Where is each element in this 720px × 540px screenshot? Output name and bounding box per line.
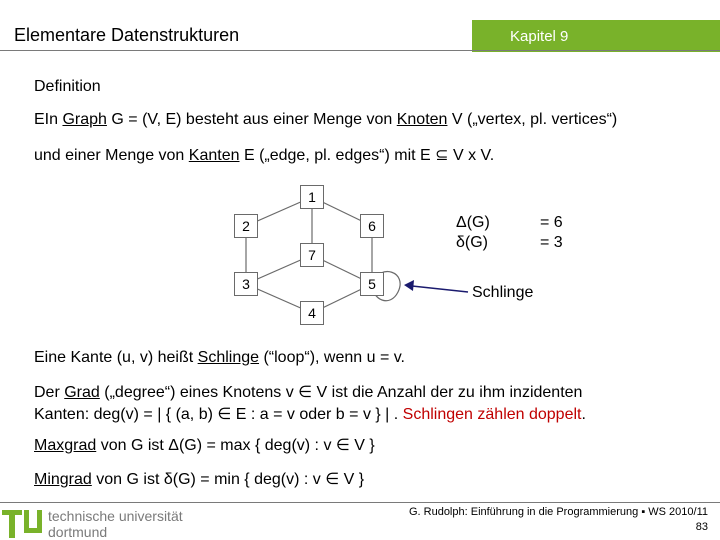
arrow-head — [404, 280, 414, 291]
min-degree-label: δ(G) — [456, 234, 489, 251]
text-run: Kanten: deg(v) = | { (a, b) ∈ E : a = v oder b = v } | . — [34, 406, 403, 423]
graph-node: 5 — [360, 272, 384, 296]
tu-dortmund-logo — [0, 504, 240, 540]
max-degree-label: Δ(G) — [456, 214, 490, 231]
text-run: G = (V, E) besteht aus einer Menge von — [106, 111, 397, 128]
graph-node: 1 — [300, 185, 324, 209]
text-run: Der — [34, 384, 65, 401]
mingrad-definition — [34, 469, 364, 489]
loops-count-twice-note: Schlingen zählen doppelt — [402, 406, 582, 423]
footer-divider — [0, 502, 720, 503]
degree-definition-line-2 — [34, 404, 586, 424]
page-number: 83 — [695, 521, 708, 533]
chapter-label: Kapitel 9 — [510, 27, 569, 45]
loop-label: Schlinge — [472, 284, 534, 301]
text-run: E („edge, pl. edges“) mit E ⊆ V x V. — [239, 147, 495, 164]
text-run: (“loop“), wenn u = v. — [259, 349, 405, 366]
maxgrad-definition — [34, 435, 375, 455]
term-mingrad: Mingrad — [34, 471, 92, 488]
text-run: V („vertex, pl. vertices“) — [447, 111, 618, 128]
text-run: von G ist δ(G) = min { deg(v) : v ∈ V } — [91, 471, 365, 488]
text-run: . — [581, 406, 586, 423]
course-credit: G. Rudolph: Einführung in die Programmierung ▪ WS 2010/11 — [408, 506, 708, 518]
tu-logo-line-1: technische universität — [48, 508, 183, 524]
term-knoten: Knoten — [396, 111, 448, 128]
arrow-shaft — [412, 286, 468, 292]
tu-logo-text — [48, 508, 183, 540]
term-grad: Grad — [64, 384, 100, 401]
tu-logo-mark-icon — [0, 504, 44, 540]
text-run: Eine Kante (u, v) heißt — [34, 349, 198, 366]
max-degree-value: = 6 — [540, 214, 563, 231]
term-kanten: Kanten — [188, 147, 240, 164]
graph-node: 2 — [234, 214, 258, 238]
degree-definition-line-1 — [34, 382, 582, 402]
slide-title: Elementare Datenstrukturen — [14, 25, 240, 45]
text-run: von G ist Δ(G) = max { deg(v) : v ∈ V } — [96, 437, 375, 454]
tu-logo-line-2: dortmund — [48, 524, 108, 540]
min-degree-value: = 3 — [540, 234, 563, 251]
footer-credit — [409, 505, 708, 535]
graph-node: 4 — [300, 301, 324, 325]
term-graph: Graph — [62, 111, 107, 128]
graph-node: 3 — [234, 272, 258, 296]
text-run: EIn — [34, 111, 63, 128]
definition-heading: Definition — [34, 78, 101, 95]
graph-node: 6 — [360, 214, 384, 238]
term-schlinge: Schlinge — [197, 349, 260, 366]
loop-definition — [34, 349, 405, 367]
text-run: („degree“) eines Knotens v ∈ V ist die Anzahl der zu ihm inzidenten — [99, 384, 583, 401]
text-run: und einer Menge von — [34, 147, 189, 164]
graph-node: 7 — [300, 243, 324, 267]
term-maxgrad: Maxgrad — [34, 437, 97, 454]
